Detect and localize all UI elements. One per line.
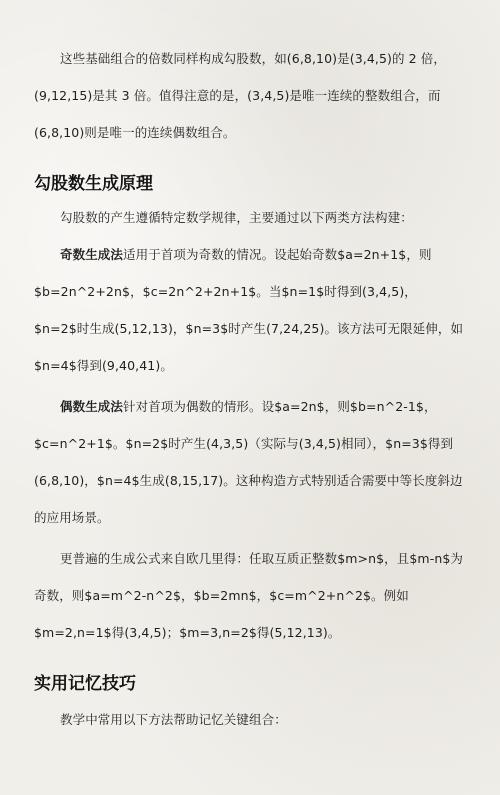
odd-method-text: 适用于首项为奇数的情况。设起始奇数$a=2n+1$，则$b=2n^2+2n$，$c=2n^2+2n+1$。当$n=1$时得到(3,4,5)，$n=2$时生成(5,12,13)，$n=3$时产生(7,24,25)。该方法可无限延伸，如$n=4$得到(9,40,41)。 [34, 247, 464, 373]
heading-generation-principle: 勾股数生成原理 [34, 174, 153, 194]
paragraph-memory-intro: 教学中常用以下方法帮助记忆关键组合： [60, 712, 287, 727]
paragraph-even-method [34, 388, 470, 536]
paragraph-multiples: 这些基础组合的倍数同样构成勾股数，如(6,8,10)是(3,4,5)的 2 倍，(9,12,15)是其 3 倍。值得注意的是，(3,4,5)是唯一连续的整数组合，而(6,8,10)则是唯一的连续偶数组合。 [34, 51, 446, 140]
paragraph-odd-method [34, 236, 470, 384]
heading-memory-tips: 实用记忆技巧 [34, 674, 136, 694]
paragraph-intro-methods: 勾股数的产生遵循特定数学规律，主要通过以下两类方法构建： [60, 210, 413, 225]
paragraph-euclid-formula: 更普遍的生成公式来自欧几里得：任取互质正整数$m>n$，且$m-n$为奇数，则$a=m^2-n^2$，$b=2mn$，$c=m^2+n^2$。例如$m=2,n=1$得(3,4,5)；$m=3,n=2$得(5,12,13)。 [34, 551, 463, 640]
even-method-text: 针对首项为偶数的情形。设$a=2n$，则$b=n^2-1$，$c=n^2+1$。$n=2$时产生(4,3,5)（实际与(3,4,5)相同），$n=3$得到(6,8,10)，$n=4$生成(8,15,17)。这种构造方式特别适合需要中等长度斜边的应用场景。 [34, 399, 463, 525]
odd-method-term: 奇数生成法 [60, 247, 124, 262]
even-method-term: 偶数生成法 [60, 399, 124, 414]
